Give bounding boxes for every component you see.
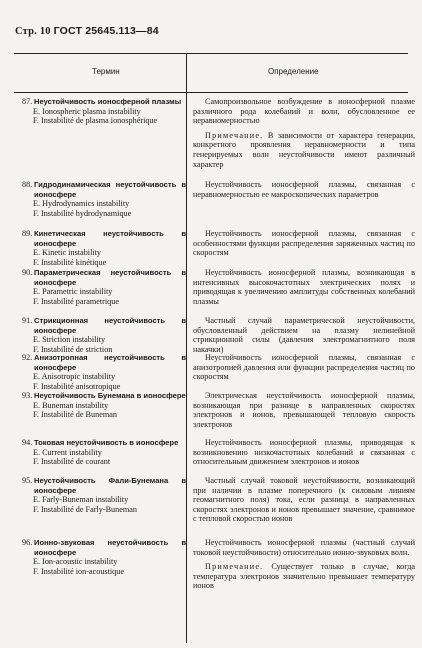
note-label: Примечание. xyxy=(205,130,264,140)
term-english: E. Kinetic instability xyxy=(33,248,101,258)
definition-cell xyxy=(193,180,415,199)
term-english: E. Parametric instability xyxy=(33,287,113,297)
term-number: 94. xyxy=(22,438,33,447)
term-number: 95. xyxy=(22,476,33,485)
term-number: 90. xyxy=(22,268,33,277)
definition-note xyxy=(193,131,415,169)
column-header-definition: Определение xyxy=(268,67,319,76)
page-number: Стр. 10 xyxy=(15,26,51,37)
term-russian: Стрикционная неустойчивость в ионосфере xyxy=(34,316,186,335)
column-divider xyxy=(186,53,187,643)
definition-text: Частный случай токовой неустойчивости, возникающий при наличии в плазме поперечного (к силовым линиям геомагнитного поля) тока, если разница в направленных скоростях электронов и ионов превышает значение, сравнимое с тепловой скоростью ионов xyxy=(193,476,415,524)
term-russian: Неустойчивость Фали-Бунемана в ионосфере xyxy=(34,476,186,495)
definition-text: Неустойчивость ионосферной плазмы (частный случай токовой неустойчивости) относительно ионно-звуковых волн. xyxy=(193,538,415,557)
term-cell xyxy=(22,180,186,218)
term-french: F. Instabilité de Farly-Buneman xyxy=(33,504,137,514)
term-cell xyxy=(22,316,186,354)
definition-text: Неустойчивость ионосферной плазмы, связанная с анизотропией давления или функции распределения частиц по скоростям xyxy=(193,353,415,382)
term-russian: Неустойчивость ионосферной плазмы xyxy=(34,97,182,106)
term-french: F. Instabilité ion-acoustique xyxy=(33,566,124,576)
definition-cell xyxy=(193,391,415,429)
definition-text: Неустойчивость ионосферной плазмы, приводящая к возникновению низкочастотных колебаний и связанная с относительным движением электронов и ионов xyxy=(193,438,415,467)
term-french: F. Instabilité de plasma ionosphérique xyxy=(33,116,158,126)
term-russian: Токовая неустойчивость в ионосфере xyxy=(34,438,179,447)
term-cell xyxy=(22,538,186,576)
term-french: F. Instabilité de striction xyxy=(33,344,113,354)
definition-cell xyxy=(193,538,415,591)
term-number: 88. xyxy=(22,180,33,189)
term-english: E. Anisotropic instability xyxy=(33,372,116,382)
term-number: 87. xyxy=(22,97,33,106)
definition-cell xyxy=(193,353,415,382)
term-french: F. Instabilité de courant xyxy=(33,457,111,467)
definition-text: Неустойчивость ионосферной плазмы, возникающая в интенсивных высокочастотных электрических полях и приводящая к увеличению амплитуды собственных колебаний плазмы xyxy=(193,268,415,306)
term-cell xyxy=(22,268,186,306)
term-cell xyxy=(22,229,186,267)
term-cell xyxy=(22,391,186,420)
term-russian: Параметрическая неустойчивость в ионосфере xyxy=(34,268,186,287)
definition-note xyxy=(193,562,415,591)
term-cell xyxy=(22,353,186,391)
definition-cell xyxy=(193,476,415,524)
column-header-term: Термин xyxy=(92,67,120,76)
definition-text: Самопроизвольное возбуждение в ионосферной плазме различного рода колебаний и волн, обусловленное ее неравномерностью xyxy=(193,97,415,126)
note-text: В зависимости от характера генерации, конкретного проявления неравномерности и типа генерируемых волн неустойчивости имеют различный характер xyxy=(193,130,415,169)
term-french: F. Instabilité anisotropique xyxy=(33,381,121,391)
page-header xyxy=(15,25,159,37)
standard-code: ГОСТ 25645.113—84 xyxy=(53,25,159,37)
definition-text: Неустойчивость ионосферной плазмы, связанная с особенностями функции распределения заряженных частиц по скоростям xyxy=(193,229,415,258)
note-text: Существует только в случае, когда температура электронов значительно превышает температуру ионов xyxy=(193,562,416,591)
definition-text: Электрическая неустойчивость ионосферной плазмы, возникающая при разнице в направленных скоростях электронов и ионов, превышающей тепловую скорость электронов xyxy=(193,391,415,429)
definition-text: Неустойчивость ионосферной плазмы, связанная с неравномерностью ее макроскопических параметров xyxy=(193,180,415,199)
term-french: F. Instabilité hydrodynamique xyxy=(33,208,132,218)
definition-cell xyxy=(193,229,415,258)
term-number: 96. xyxy=(22,538,33,547)
definition-cell xyxy=(193,97,415,169)
term-french: F. Instabilité parametrique xyxy=(33,296,119,306)
term-french: F. Instabilité kinétique xyxy=(33,257,107,267)
term-english: E. Buneman instability xyxy=(33,400,109,410)
term-english: E. Striction instability xyxy=(33,335,106,345)
term-russian: Анизотропная неустойчивость в ионосфере xyxy=(34,353,186,372)
term-number: 93. xyxy=(22,391,33,400)
definition-text: Частный случай параметрической неустойчивости, обусловленный действием на плазму нелинейной стрикционной силы (давления электромагнитного поля накачки) xyxy=(193,316,415,354)
term-cell xyxy=(22,97,186,126)
term-russian: Гидродинамическая неустойчивость в ионосфере xyxy=(34,180,186,199)
term-english: E. Current instability xyxy=(33,447,102,457)
term-english: E. Ionospheric plasma instability xyxy=(33,106,141,116)
term-number: 92. xyxy=(22,353,33,362)
term-english: E. Farly-Buneman instability xyxy=(33,495,129,505)
definition-cell xyxy=(193,316,415,354)
term-english: E. Hydrodynamics instability xyxy=(33,199,130,209)
term-number: 89. xyxy=(22,229,33,238)
term-russian: Неустойчивость Бунемана в ионосфере xyxy=(34,391,186,400)
definition-cell xyxy=(193,438,415,467)
term-russian: Ионно-звуковая неустойчивость в ионосфере xyxy=(34,538,186,557)
term-cell xyxy=(22,476,186,514)
term-cell xyxy=(22,438,186,467)
note-label: Примечание. xyxy=(205,562,264,572)
term-english: E. Ion-acoustic instability xyxy=(33,557,118,567)
term-number: 91. xyxy=(22,316,33,325)
table-header xyxy=(14,53,408,93)
definition-cell xyxy=(193,268,415,306)
term-russian: Кинетическая неустойчивость в ионосфере xyxy=(34,229,186,248)
term-french: F. Instabilité de Buneman xyxy=(33,410,117,420)
